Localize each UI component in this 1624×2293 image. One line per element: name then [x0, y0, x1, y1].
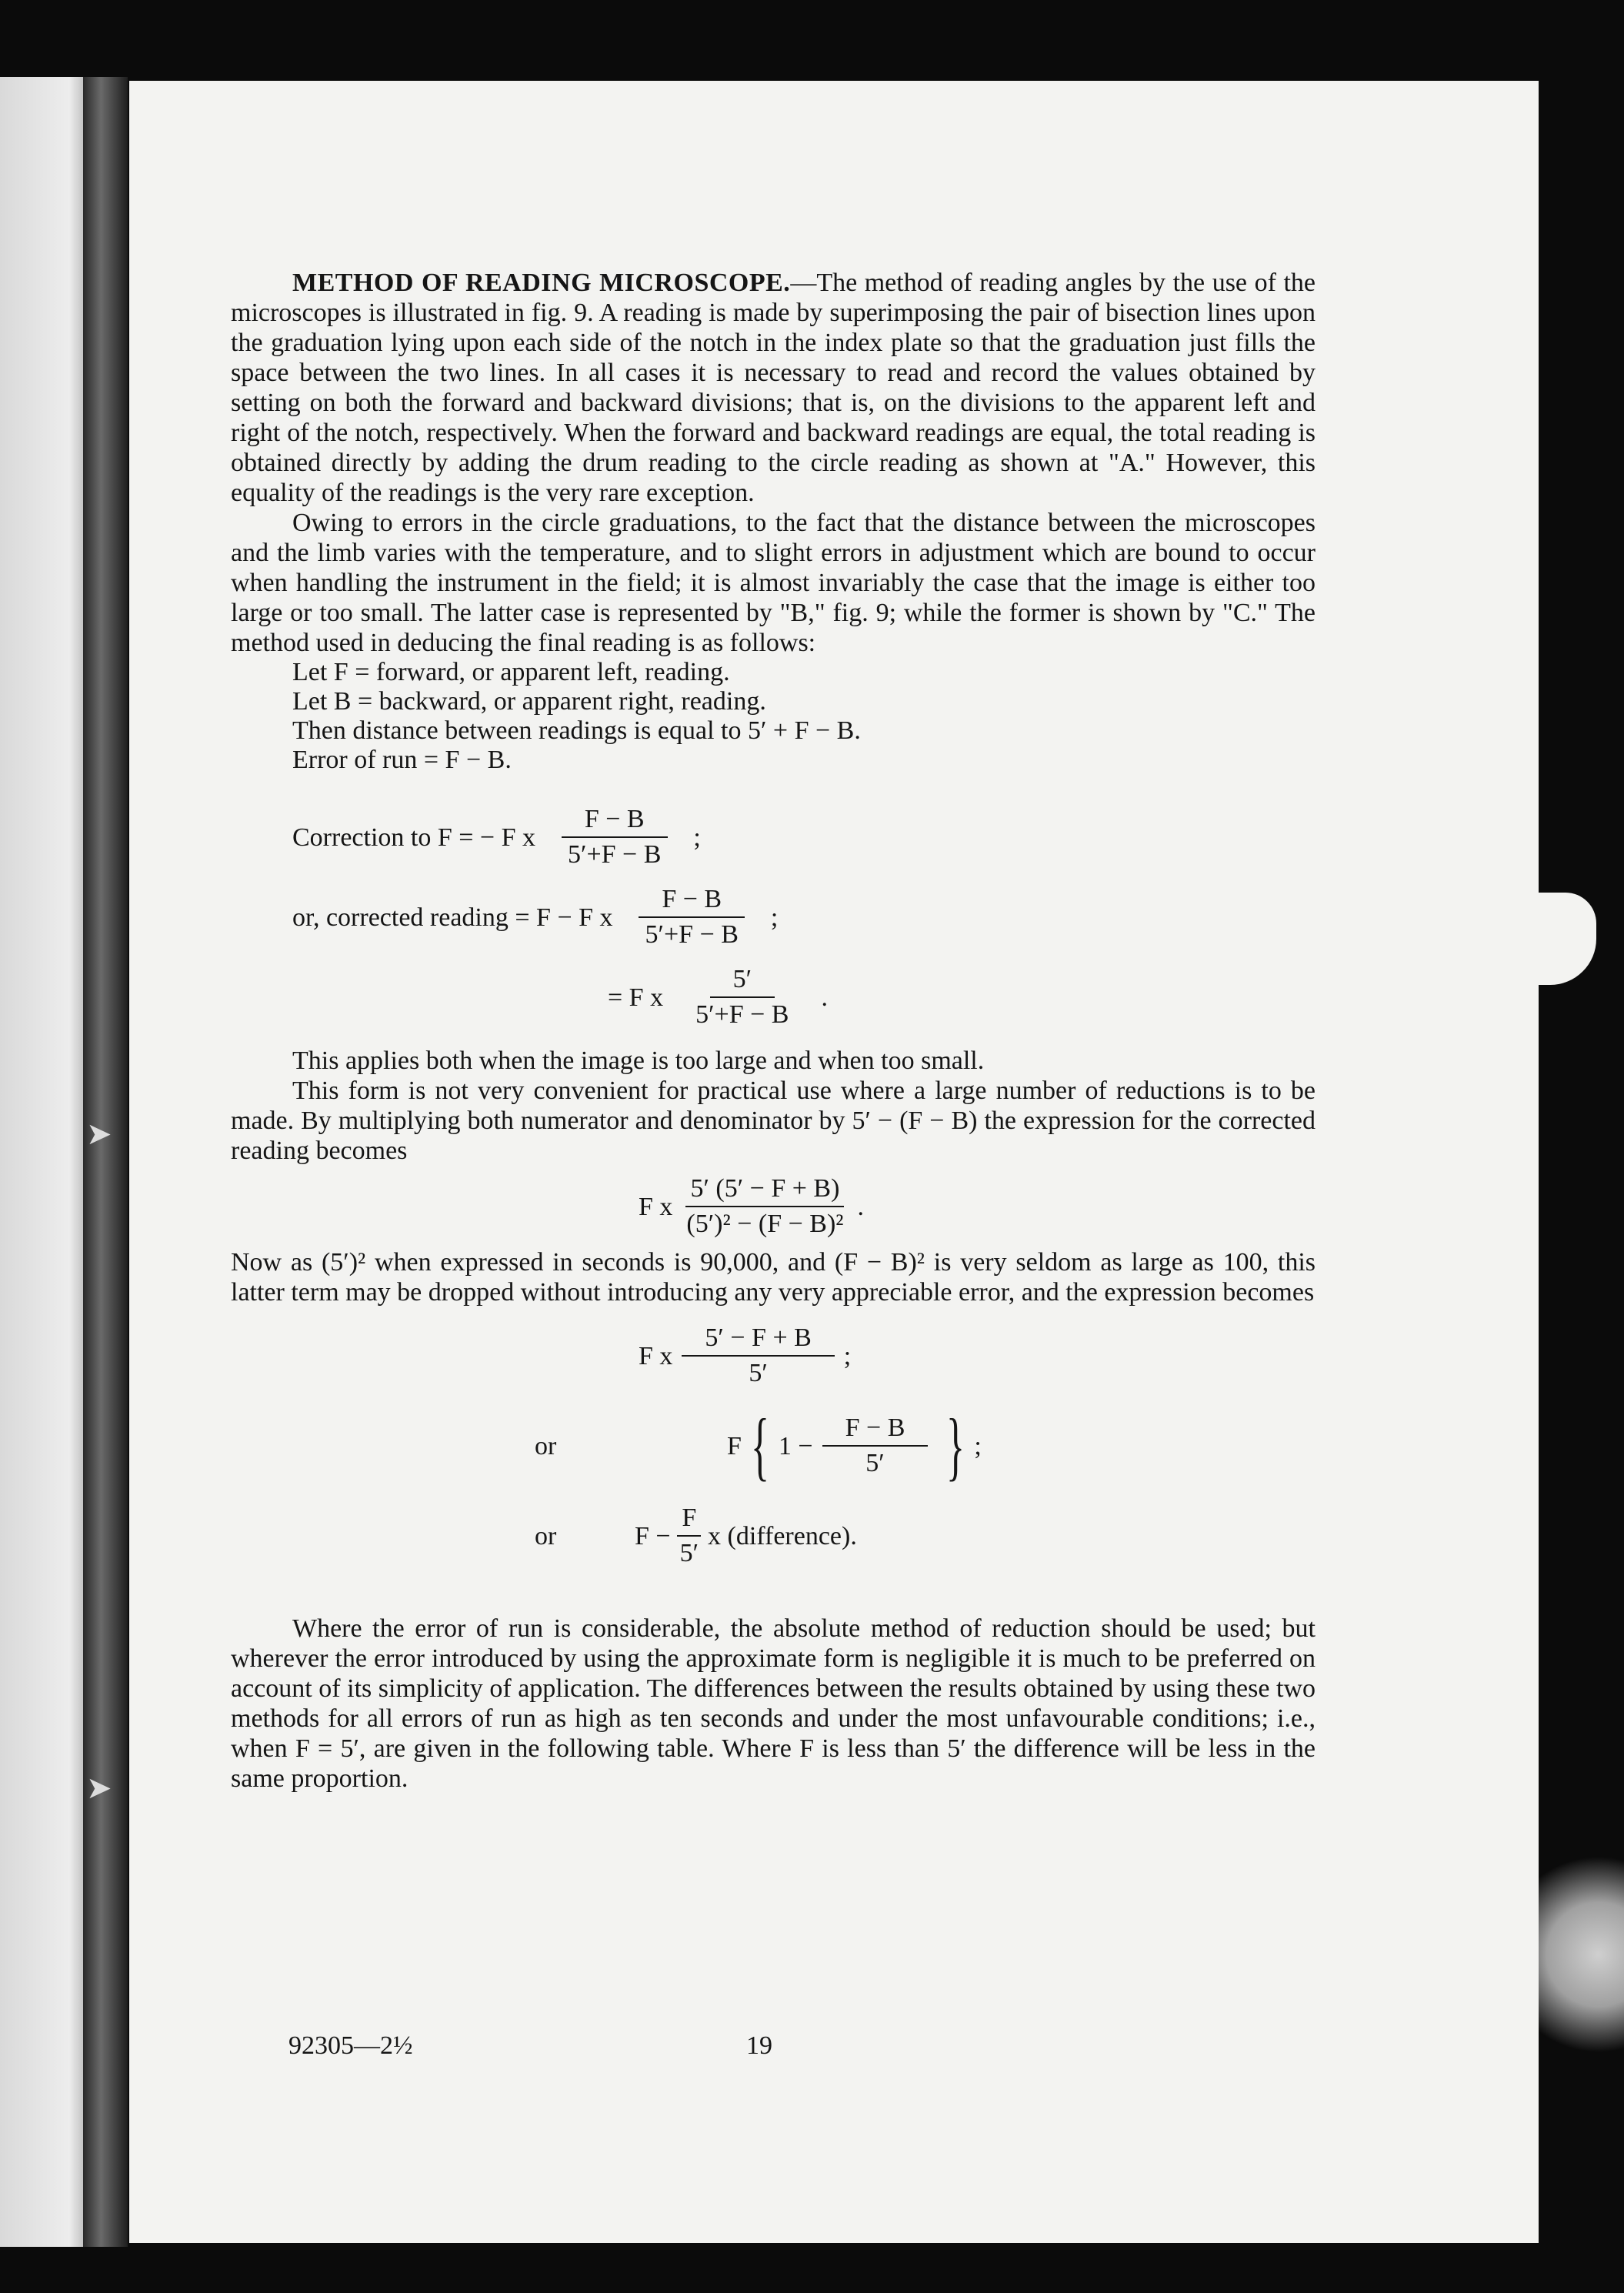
equation-end: ; [770, 903, 779, 932]
equation-end: ; [974, 1431, 982, 1460]
numerator: F − B [639, 886, 745, 918]
denominator: 5′+F − B [695, 1000, 789, 1029]
scan-artifact [1539, 1839, 1624, 2070]
fraction [675, 1504, 703, 1567]
equation-approx [231, 1324, 1316, 1387]
equation-one: 1 − [778, 1431, 813, 1460]
numerator: 5′ [710, 966, 775, 998]
paragraph-seconds: Now as (5′)² when expressed in seconds is 90,000, and (F − B)² is very seldom as large as 100, this latter term may be dropped without introducing any very appreciable error, and the expression becomes [231, 1248, 1316, 1307]
equation-lhs: F x [639, 1341, 673, 1370]
or-label: or [535, 1431, 557, 1460]
paragraph-convenience: This form is not very convenient for practical use where a large number of reductions is to be made. By multiplying both numerator and denominator by 5′ − (F − B) the expression for the corrected reading becomes [231, 1076, 1316, 1165]
margin-arrow-icon: ➤ [86, 1116, 112, 1151]
numerator: F − B [822, 1414, 929, 1447]
definition-backward: Let B = backward, or apparent right, reading. [292, 687, 766, 716]
numerator: F − B [562, 806, 668, 838]
definition-distance: Then distance between readings is equal to 5′ + F − B. [292, 716, 861, 745]
print-signature: 92305—2½ [288, 2031, 413, 2060]
book-spine [83, 77, 128, 2247]
equation-difference-form [231, 1504, 1316, 1567]
numerator: F [677, 1504, 701, 1537]
numerator: 5′ − F + B [682, 1324, 834, 1357]
fraction [545, 806, 684, 869]
equation-lhs: or, corrected reading = F − F x [292, 903, 613, 932]
denominator: 5′ [679, 1539, 699, 1567]
equation-end: . [857, 1192, 864, 1221]
denominator: 5′+F − B [645, 920, 739, 949]
denominator: (5′)² − (F − B)² [686, 1210, 844, 1238]
fraction [672, 966, 812, 1029]
equation-correction [231, 806, 1316, 869]
equation-expanded [231, 1175, 1316, 1238]
equation-brace-form [231, 1403, 1316, 1488]
equation-lhs: Correction to F = − F x [292, 823, 536, 852]
equation-rest: x (difference). [708, 1521, 857, 1550]
paragraph-errors: Owing to errors in the circle graduations, to the fact that the distance between the microscopes and the limb varies with the temperature, and to slight errors in adjustment which are bound to occur when handling the instrument in the field; it is almost invariably the case that the image is either too large or too small. The latter case is represented by "B," fig. 9; while the former is shown by "C." The method used in deducing the final reading is as follows: [231, 509, 1316, 657]
margin-arrow-icon: ➤ [86, 1771, 112, 1805]
equation-end: . [821, 983, 828, 1012]
fraction [822, 1414, 929, 1477]
left-brace-icon: { [750, 1403, 769, 1488]
definition-forward: Let F = forward, or apparent left, reading. [292, 658, 730, 686]
equation-corrected-reading [231, 886, 1316, 949]
paragraph-method [231, 268, 1316, 508]
section-heading: METHOD OF READING MICROSCOPE. [292, 269, 791, 297]
equation-end: ; [843, 1341, 852, 1370]
or-label: or [535, 1521, 557, 1550]
paragraph-where: Where the error of run is considerable, the absolute method of reduction should be used; but wherever the error introduced by using the approximate form is negligible it is much to be preferred on account of its simplicity of application. The differences between the results obtained by using these two methods for all errors of run as high as ten seconds and under the most unfavourable conditions; i.e., when F = 5′, are given in the following table. Where F is less than 5′ the difference will be less in the same proportion. [231, 1614, 1316, 1793]
equation-lhs: F − [635, 1521, 671, 1550]
definition-error-of-run: Error of run = F − B. [292, 746, 512, 774]
numerator: 5′ (5′ − F + B) [685, 1175, 844, 1207]
denominator: 5′+F − B [568, 840, 662, 869]
denominator: 5′ [749, 1359, 768, 1387]
fraction [682, 1324, 834, 1387]
paragraph-applies: This applies both when the image is too large and when too small. [292, 1046, 985, 1075]
equation-simplified [231, 966, 1316, 1029]
definitions-list [231, 658, 1316, 775]
equation-lhs: F [727, 1431, 742, 1460]
equation-lhs: F x [639, 1192, 673, 1221]
page-content [231, 268, 1316, 1794]
equation-lhs: = F x [608, 983, 664, 1012]
right-brace-icon: } [946, 1403, 965, 1488]
fraction [682, 1175, 848, 1238]
fraction [622, 886, 762, 949]
page-number: 19 [746, 2031, 772, 2060]
paragraph-text: —The method of reading angles by the use of the microscopes is illustrated in fig. 9. A reading is made by superimposing the pair of bisection lines upon the graduation lying upon each side of the notch in the index plate so that the graduation just fills the space between the two lines. In all cases it is necessary to read and record the values obtained by setting on both the forward and backward divisions; that is, on the divisions to the apparent left and right of the notch, respectively. When the forward and backward readings are equal, the total reading is obtained directly by adding the drum reading to the circle reading as shown at "A." However, this equality of the readings is the very rare exception. [231, 269, 1316, 507]
equation-end: ; [693, 823, 701, 852]
denominator: 5′ [865, 1449, 885, 1477]
